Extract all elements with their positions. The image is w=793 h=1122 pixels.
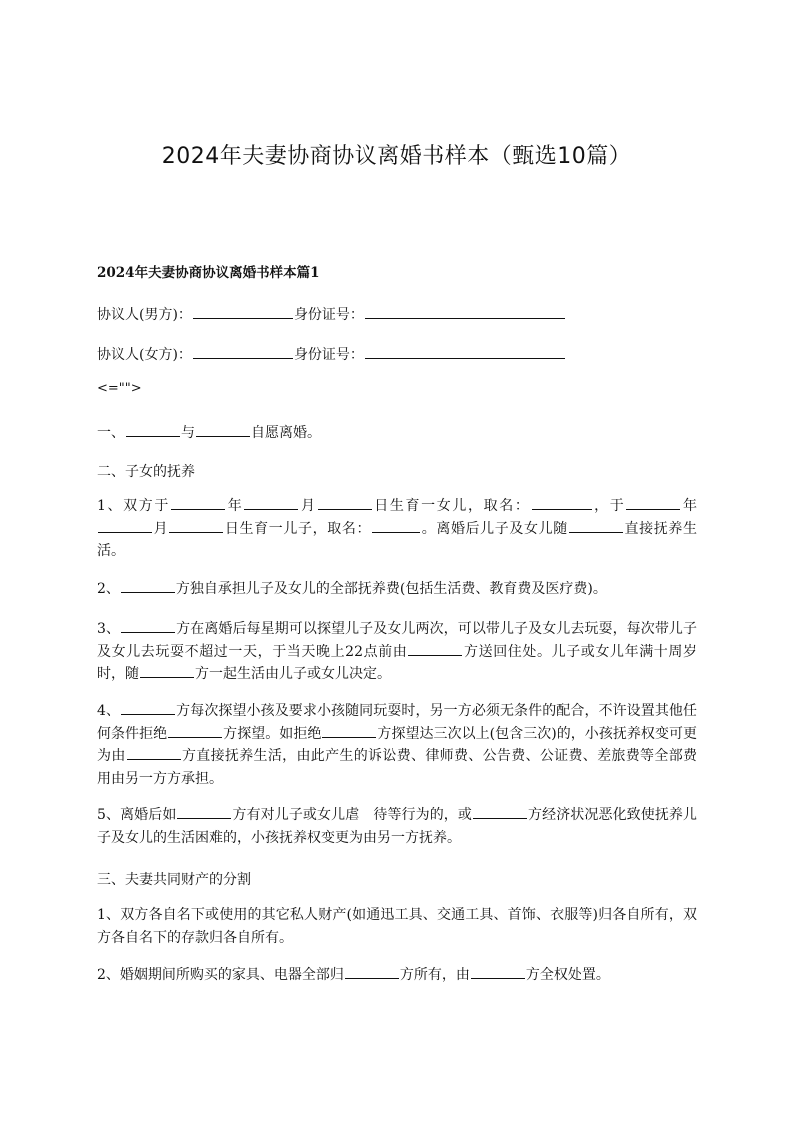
p3-text: 方在离婚后每星期可以探望儿子及女儿两次，可以带儿子及女儿去玩耍，每次带儿子及女儿去玩耍不超过一天，于当天晚上22点前由 [97, 621, 697, 660]
paragraph-5 [97, 804, 697, 849]
clause-1 [97, 422, 321, 442]
p3-text: 方一起生活由儿子或女儿决定。 [195, 666, 391, 682]
blank [372, 518, 420, 533]
party-female-id-label: 身份证号： [293, 347, 364, 363]
blank [345, 964, 399, 979]
party-female-id-blank [365, 344, 565, 359]
p4-text: 方探望。如拒绝 [223, 725, 322, 742]
heading-2: 二、子女的抚养 [97, 464, 195, 480]
stray-markup: <=""> [97, 381, 142, 396]
blank [318, 495, 372, 510]
p5-text: 5、离婚后如 [97, 807, 177, 823]
paragraph-4 [97, 700, 697, 790]
p1-text: 月 [153, 520, 169, 537]
p5-text: 方经济状况恶化致使抚养儿子及女儿的生活困难的，小孩抚养权变更为由另一方抚养。 [97, 807, 697, 846]
p1-text: 1、双方于 [97, 498, 171, 514]
p4-text: 方直接抚养生活，由此产生的诉讼费、律师费、公告费、公证费、差旅费等全部费用由另一方方承担。 [97, 748, 698, 787]
blank [471, 964, 525, 979]
blank [408, 641, 462, 656]
p2-text: 方独自承担儿子及女儿的全部抚养费(包括生活费、教育费及医疗费)。 [175, 581, 607, 597]
p7-text: 2、婚姻期间所购买的家具、电器全部归 [97, 967, 344, 983]
blank [626, 495, 680, 510]
p1-text: 直接 [623, 520, 654, 537]
clause-1-suffix: 自愿离婚。 [251, 425, 321, 441]
paragraph-3 [97, 618, 697, 686]
blank [322, 723, 376, 738]
section-heading: 2024年夫妻协商协议离婚书样本篇1 [97, 265, 320, 281]
blank [169, 518, 223, 533]
p1-text: 年 [226, 498, 244, 514]
blank [98, 518, 152, 533]
heading-3: 三、夫妻共同财产的分割 [97, 872, 251, 888]
p3-text: 3、 [97, 621, 121, 637]
paragraph-6: 1、双方各自名下或使用的其它私人财产(如通迅工具、交通工具、首饰、衣服等)归各自所有，双方各自名下的存款归各自所有。 [97, 907, 697, 946]
blank [532, 495, 592, 510]
party-female-label: 协议人(女方)： [97, 347, 192, 363]
paragraph-2 [97, 578, 697, 601]
party-male-label: 协议人(男方)： [97, 307, 192, 323]
party-male-id-blank [365, 304, 565, 319]
p7-text: 方全权处置。 [525, 967, 610, 983]
paragraph-7 [97, 964, 697, 987]
blank [121, 578, 175, 593]
p4-text: 方每次探望小孩及要求小孩随同玩耍时，另一方必须无条件的配合，不许设置其他任何条件拒绝 [97, 703, 697, 742]
p3-text: 方送回住处。儿子或女儿年满十周岁时，随 [97, 643, 697, 682]
blank [121, 700, 175, 715]
p1-text: 日生育一儿子，取名： [224, 520, 372, 537]
p5-text: 方有对儿子或女儿虐 待等行为的，或 [232, 807, 472, 823]
clause-1-prefix: 一、 [97, 425, 125, 441]
p1-text: ，于 [592, 498, 626, 514]
p1-text: 年 [681, 498, 698, 514]
document-title: 2024年夫妻协商协议离婚书样本（甄选10篇） [161, 144, 632, 169]
p4-text: 4、 [97, 703, 121, 719]
blank [127, 745, 181, 760]
p1-text: 抚养生活。 [97, 520, 698, 559]
paragraph-1 [97, 495, 697, 563]
blank [569, 518, 623, 533]
p4-text: 方探望达三次以上(包含三次)的，小孩抚养权变可更为由 [97, 725, 698, 764]
blank [140, 663, 194, 678]
p7-text: 方所有，由 [399, 967, 470, 983]
blank [171, 495, 225, 510]
party-male-id-label: 身份证号： [293, 307, 364, 323]
p1-text: 月 [299, 498, 317, 514]
p1-text: 。离婚后儿子及女儿随 [421, 520, 568, 537]
blank [121, 618, 175, 633]
p1-text: 日生育一女儿，取名： [372, 498, 531, 514]
party-female-row [97, 344, 566, 364]
clause-1-middle: 与 [181, 425, 195, 441]
blank [177, 804, 231, 819]
blank [168, 723, 222, 738]
blank [244, 495, 298, 510]
blank [126, 422, 180, 437]
party-male-row [97, 304, 566, 324]
party-male-name-blank [193, 304, 293, 319]
blank [473, 804, 527, 819]
p2-text: 2、 [97, 581, 120, 597]
party-female-name-blank [193, 344, 293, 359]
blank [196, 422, 250, 437]
